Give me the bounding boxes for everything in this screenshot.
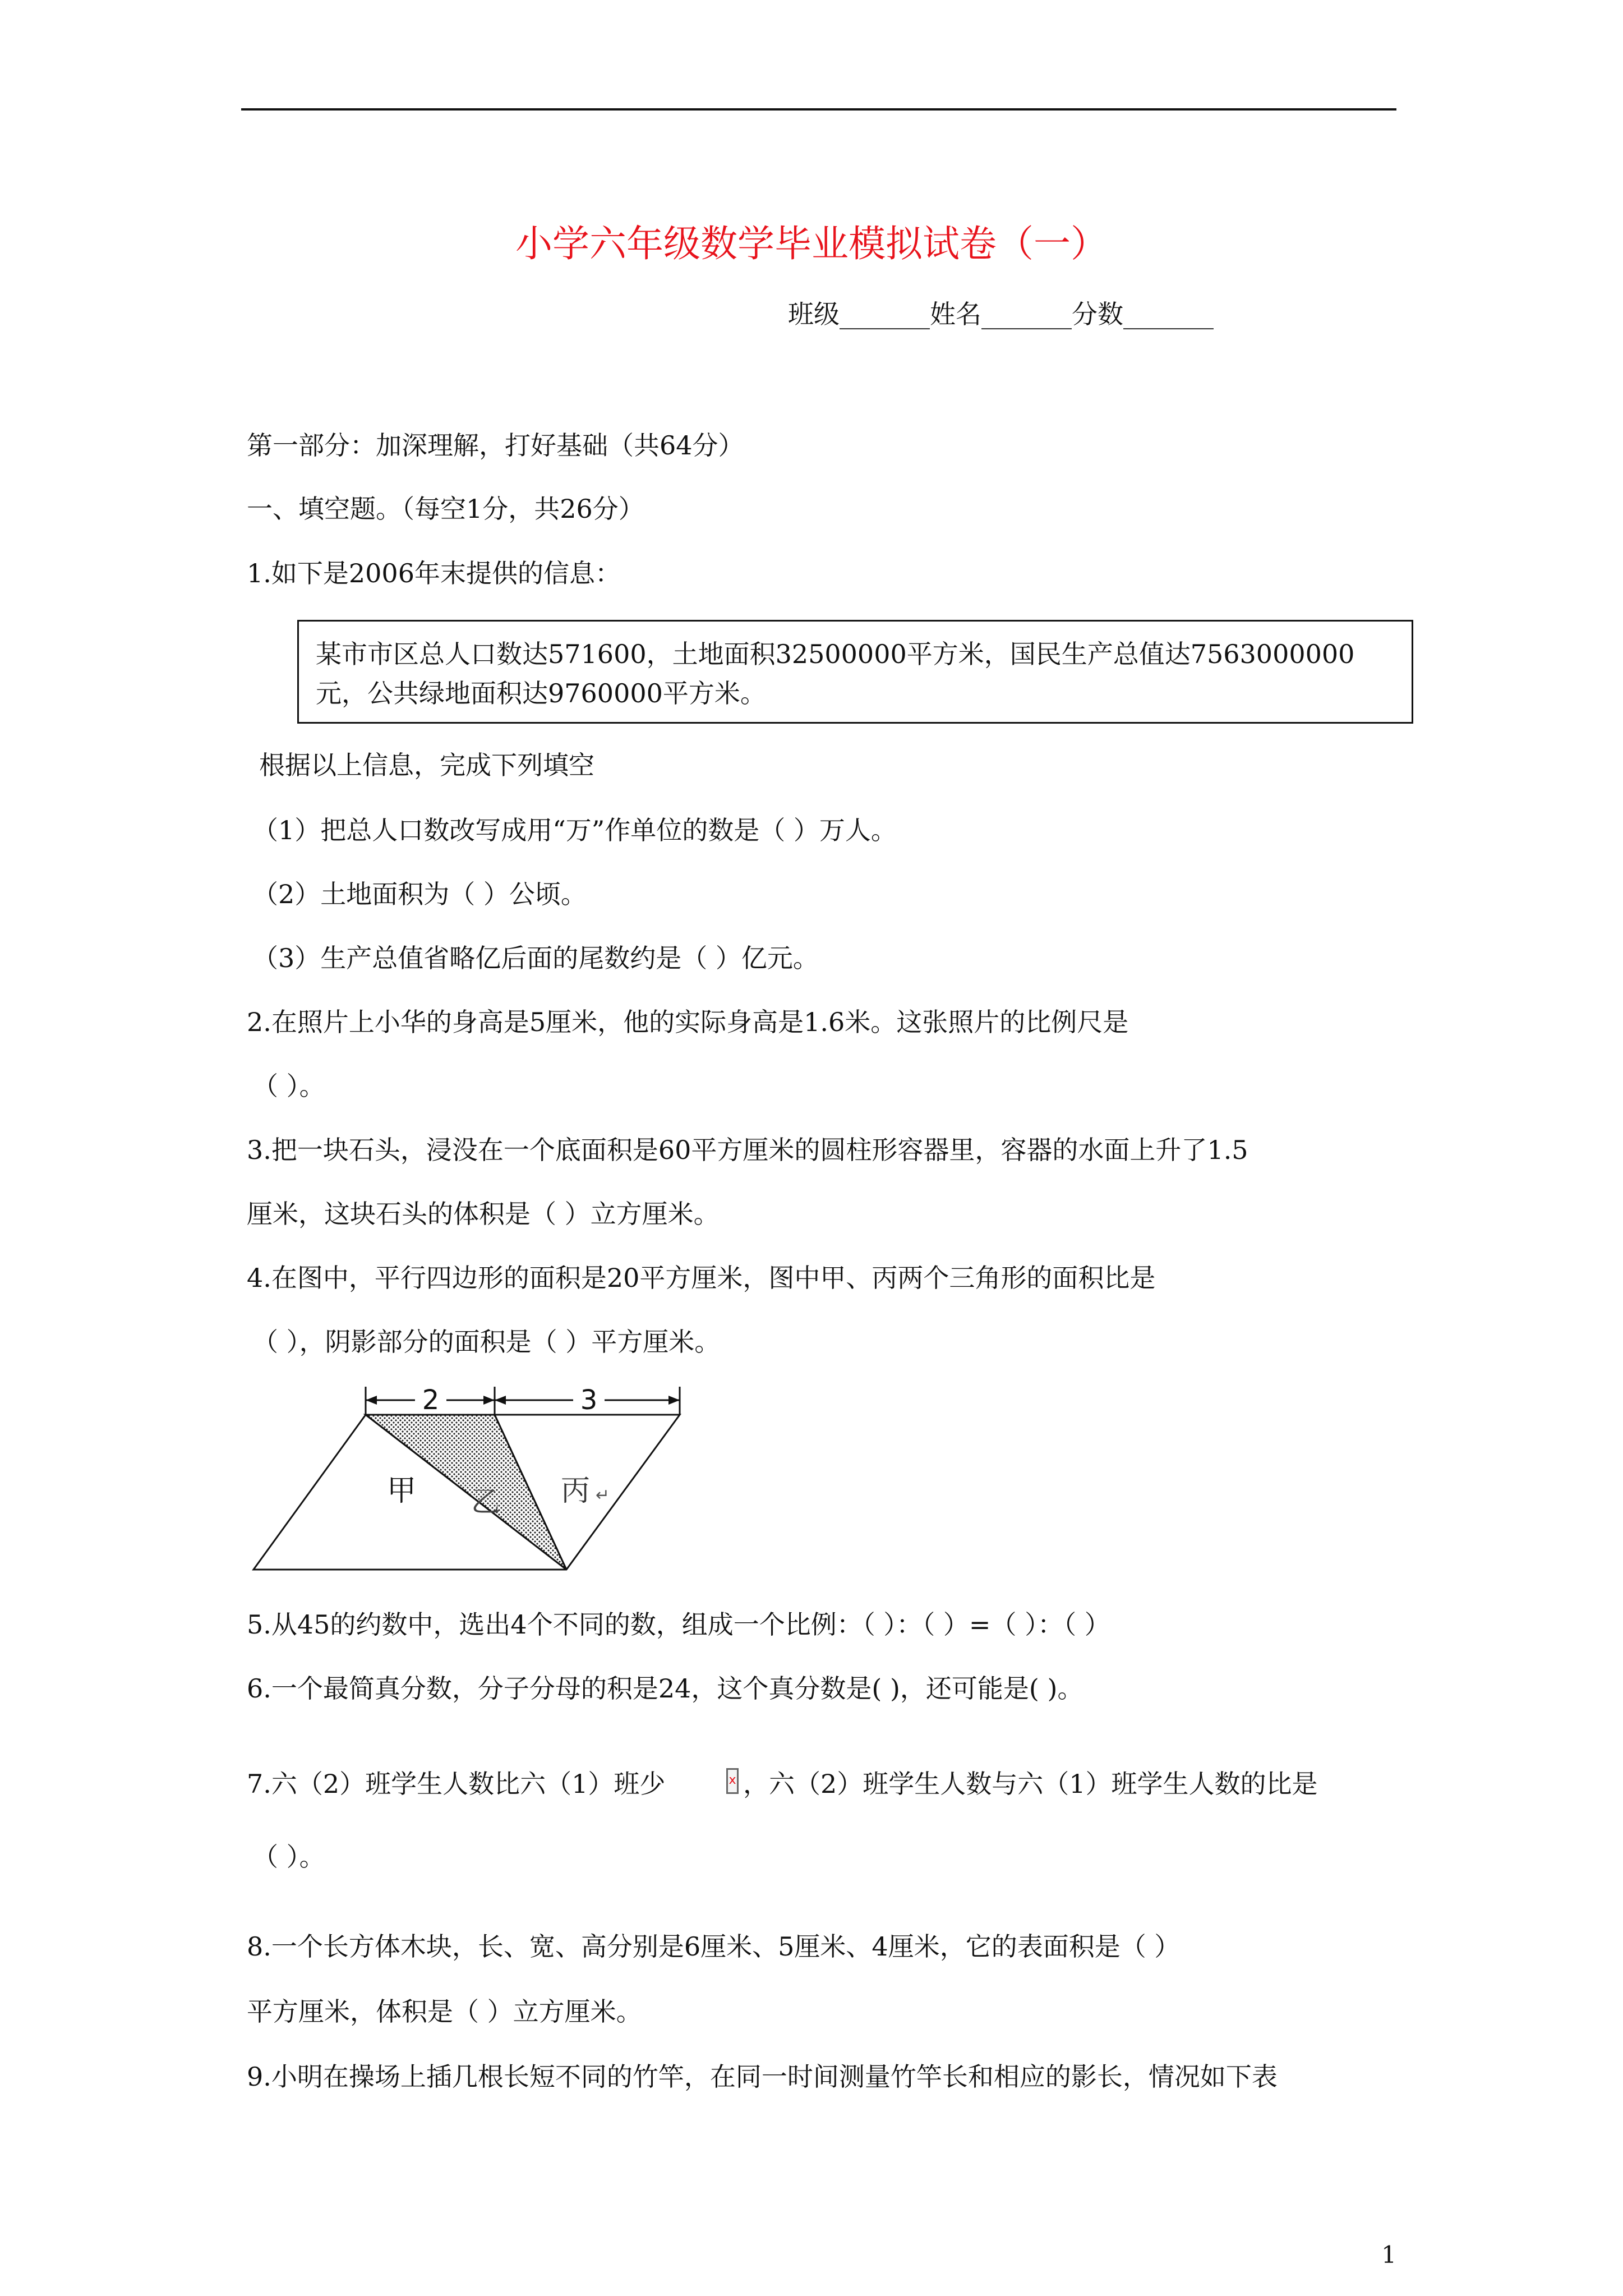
exam-title: 小学六年级数学毕业模拟试卷（一）: [515, 222, 1108, 265]
q2-line1: 2.在照片上小华的身高是5厘米，他的实际身高是1.6米。这张照片的比例尺是: [247, 1007, 1129, 1037]
q7-line2: （ ）。: [252, 1842, 325, 1872]
q2-line2: （ ）。: [252, 1071, 325, 1101]
student-info-fields: 班级_______姓名_______分数_______: [788, 299, 1214, 329]
label-yi: 乙: [471, 1485, 501, 1519]
q1-lead: 根据以上信息，完成下列填空: [259, 750, 594, 780]
q4-line2: （ ），阴影部分的面积是（ ）平方厘米。: [252, 1327, 721, 1357]
label-jia: 甲: [387, 1474, 417, 1508]
q7-line1-a: 7.六（2）班学生人数比六（1）班少: [247, 1769, 666, 1799]
q1-intro: 1.如下是2006年末提供的信息：: [247, 558, 621, 588]
part1-heading: 第一部分：加深理解，打好基础（共64分）: [247, 430, 744, 461]
header-rule: [241, 108, 1396, 111]
q1-part-b: （2）土地面积为（ ）公顷。: [252, 879, 587, 909]
page-number: 1: [1381, 2241, 1396, 2269]
q3-line1: 3.把一块石头，浸没在一个底面积是60平方厘米的圆柱形容器里，容器的水面上升了1.5: [247, 1135, 1248, 1165]
q7-line1-b: ，六（2）班学生人数与六（1）班学生人数的比是: [743, 1769, 1318, 1799]
q1-info-line2: 元，公共绿地面积达9760000平方米。: [316, 678, 766, 708]
dimension-label-left: 2: [422, 1384, 440, 1416]
label-bing: 丙: [561, 1474, 591, 1508]
q1-part-c: （3）生产总值省略亿后面的尾数约是（ ）亿元。: [252, 943, 819, 973]
parallelogram-figure: [247, 1374, 707, 1582]
q1-info-line1: 某市市区总人口数达571600，土地面积32500000平方米，国民生产总值达7563000000: [316, 639, 1355, 669]
q1-info-box: [297, 620, 1413, 724]
q8-line2: 平方厘米，体积是（ ）立方厘米。: [247, 1996, 642, 2027]
return-mark: ↵: [596, 1485, 610, 1505]
q6-line1: 6.一个最简真分数，分子分母的积是24，这个真分数是( )，还可能是( )。: [247, 1673, 1083, 1704]
q5-line1: 5.从45的约数中，选出4个不同的数，组成一个比例：（ ）：（ ）=（ ）：（ ）: [247, 1609, 1110, 1640]
q9-line1: 9.小明在操场上插几根长短不同的竹竿，在同一时间测量竹竿长和相应的影长，情况如下表: [247, 2062, 1278, 2092]
dimension-label-right: 3: [580, 1384, 598, 1416]
q3-line2: 厘米，这块石头的体积是（ ）立方厘米。: [247, 1199, 720, 1229]
q4-line1: 4.在图中，平行四边形的面积是20平方厘米，图中甲、丙两个三角形的面积比是: [247, 1263, 1156, 1293]
section1-heading: 一、填空题。（每空1分，共26分）: [247, 494, 644, 524]
missing-fraction-image-icon: x: [726, 1768, 739, 1794]
q8-line1: 8.一个长方体木块，长、宽、高分别是6厘米、5厘米、4厘米，它的表面积是（ ）: [247, 1931, 1181, 1962]
q1-part-a: （1）把总人口数改写成用“万”作单位的数是（ ）万人。: [252, 815, 897, 845]
